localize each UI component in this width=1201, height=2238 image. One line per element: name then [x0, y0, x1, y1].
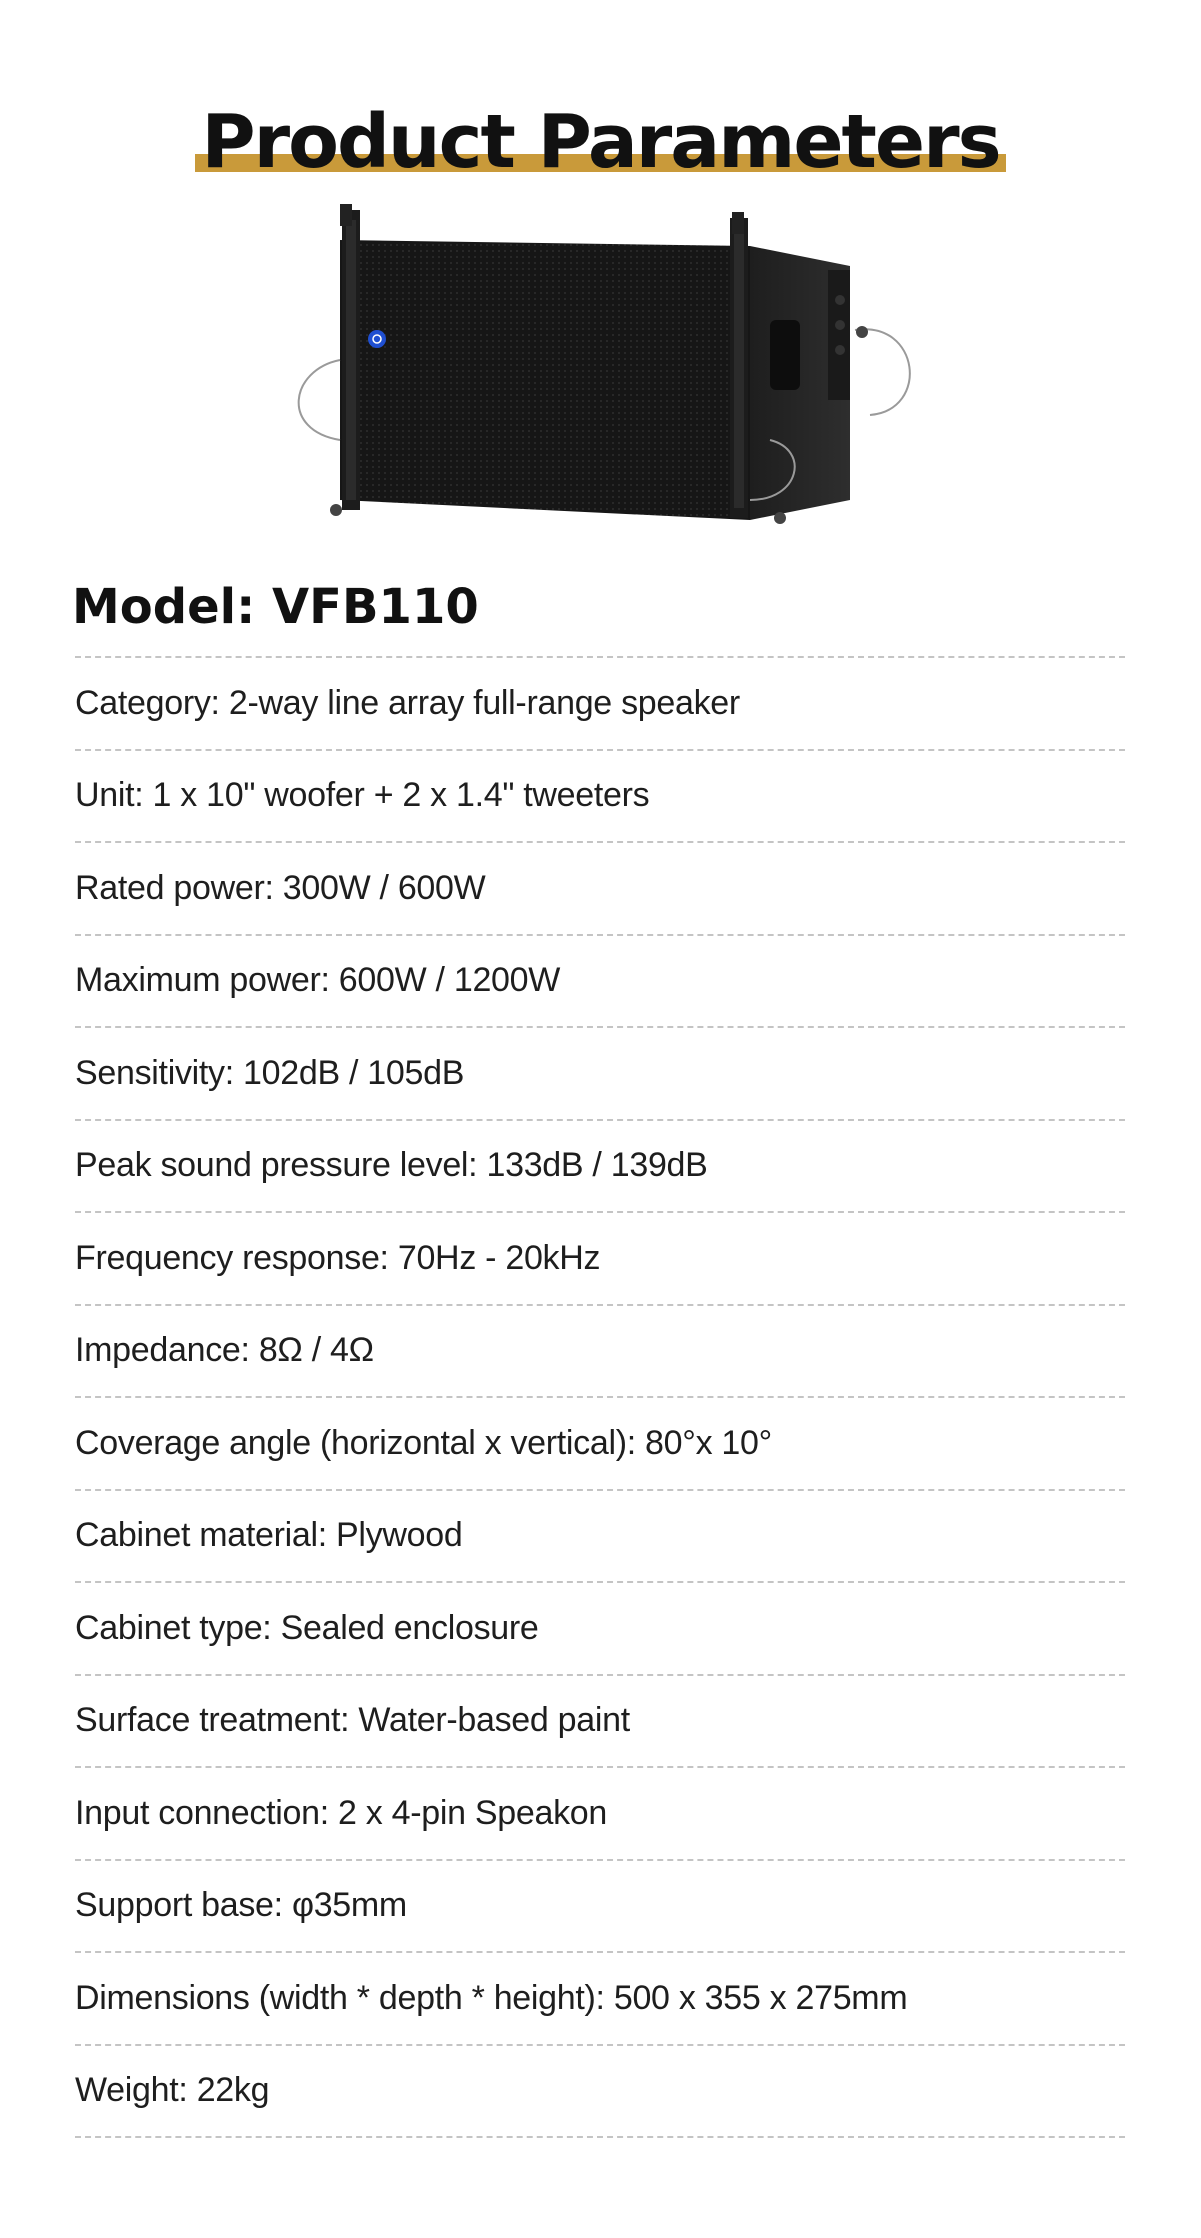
spec-row: Cabinet type: Sealed enclosure	[75, 1583, 1125, 1676]
spec-row: Frequency response: 70Hz - 20kHz	[75, 1213, 1125, 1306]
spec-row: Coverage angle (horizontal x vertical): 80°x 10°	[75, 1398, 1125, 1491]
spec-row: Sensitivity: 102dB / 105dB	[75, 1028, 1125, 1121]
spec-row: Category: 2-way line array full-range speaker	[75, 658, 1125, 751]
spec-row: Cabinet material: Plywood	[75, 1491, 1125, 1584]
spec-row: Weight: 22kg	[75, 2046, 1125, 2139]
spec-row: Maximum power: 600W / 1200W	[75, 936, 1125, 1029]
page-title-text: Product Parameters	[201, 98, 1000, 185]
model-heading: Model: VFB110	[72, 579, 479, 635]
spec-row: Input connection: 2 x 4-pin Speakon	[75, 1768, 1125, 1861]
page-title	[195, 98, 1005, 186]
spec-row: Dimensions (width * depth * height): 500 x 355 x 275mm	[75, 1953, 1125, 2046]
spec-row: Rated power: 300W / 600W	[75, 843, 1125, 936]
spec-row: Surface treatment: Water-based paint	[75, 1676, 1125, 1769]
speaker-product-photo	[280, 200, 920, 530]
spec-row: Peak sound pressure level: 133dB / 139dB	[75, 1121, 1125, 1214]
spec-row: Support base: φ35mm	[75, 1861, 1125, 1954]
spec-list	[75, 656, 1125, 2138]
spec-row: Unit: 1 x 10" woofer + 2 x 1.4" tweeters	[75, 751, 1125, 844]
spec-row: Impedance: 8Ω / 4Ω	[75, 1306, 1125, 1399]
